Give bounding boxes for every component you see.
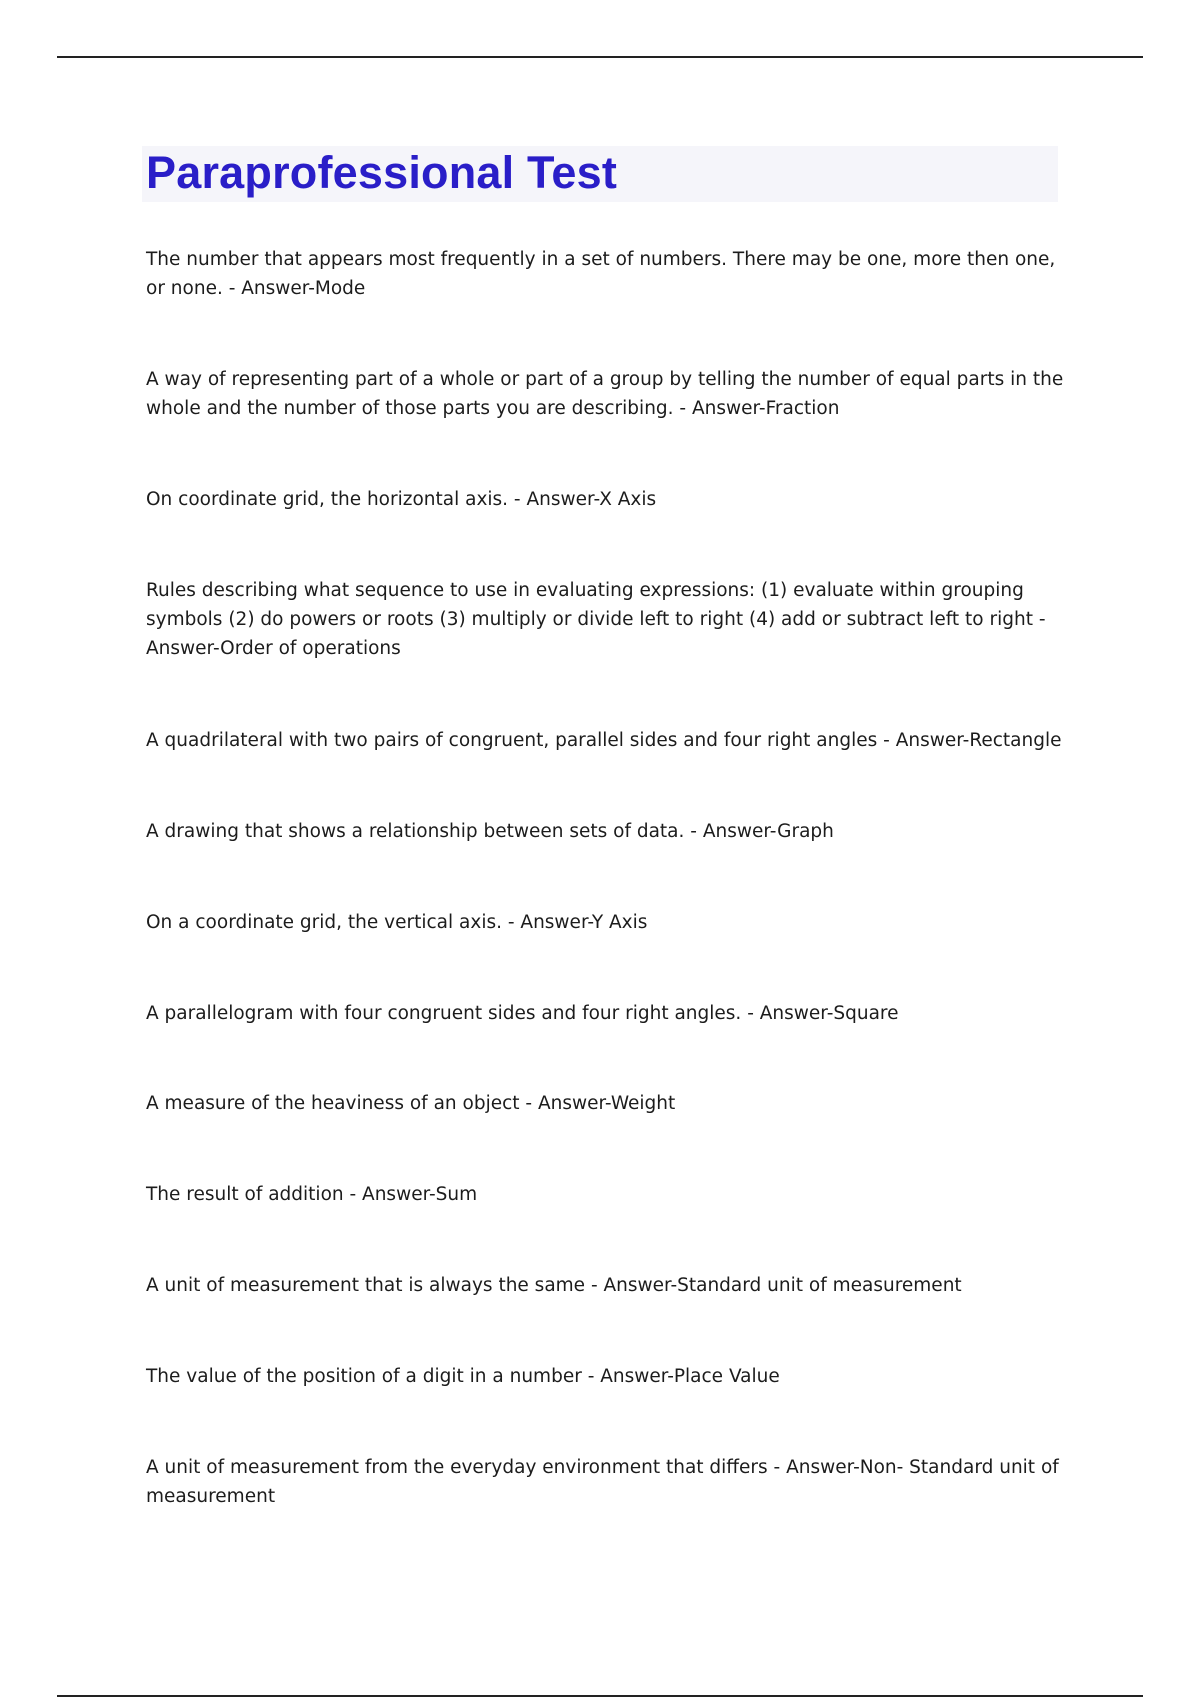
qa-item-standard-unit: A unit of measurement that is always the same - Answer-Standard unit of measurement: [146, 1275, 962, 1296]
qa-item-order-of-operations: Rules describing what sequence to use in evaluating expressions: (1) evaluate within grouping symbols (2) do powers or roots (3) multiply or divide left to right (4) add or subtract left to right - Answer-Order of operations: [146, 580, 1046, 659]
qa-item-y-axis: On a coordinate grid, the vertical axis. - Answer-Y Axis: [146, 912, 648, 933]
qa-item-fraction: A way of representing part of a whole or part of a group by telling the number of equal parts in the whole and the number of those parts you are describing. - Answer-Fraction: [146, 369, 1064, 419]
qa-item-sum: The result of addition - Answer-Sum: [146, 1184, 478, 1205]
page-title: Paraprofessional Test: [146, 147, 618, 198]
top-rule: [57, 56, 1143, 58]
qa-item-place-value: The value of the position of a digit in a number - Answer-Place Value: [146, 1366, 780, 1387]
qa-item-square: A parallelogram with four congruent sides and four right angles. - Answer-Square: [146, 1003, 899, 1024]
qa-item-graph: A drawing that shows a relationship between sets of data. - Answer-Graph: [146, 821, 834, 842]
qa-item-weight: A measure of the heaviness of an object - Answer-Weight: [146, 1093, 676, 1114]
qa-item-mode: The number that appears most frequently in a set of numbers. There may be one, more then one, or none. - Answer-Mode: [146, 249, 1056, 299]
qa-item-rectangle: A quadrilateral with two pairs of congruent, parallel sides and four right angles - Answer-Rectangle: [146, 730, 1062, 751]
bottom-rule: [57, 1695, 1143, 1697]
qa-item-non-standard-unit: A unit of measurement from the everyday environment that differs - Answer-Non- Standard unit of measurement: [146, 1457, 1059, 1507]
qa-item-x-axis: On coordinate grid, the horizontal axis. - Answer-X Axis: [146, 489, 657, 510]
